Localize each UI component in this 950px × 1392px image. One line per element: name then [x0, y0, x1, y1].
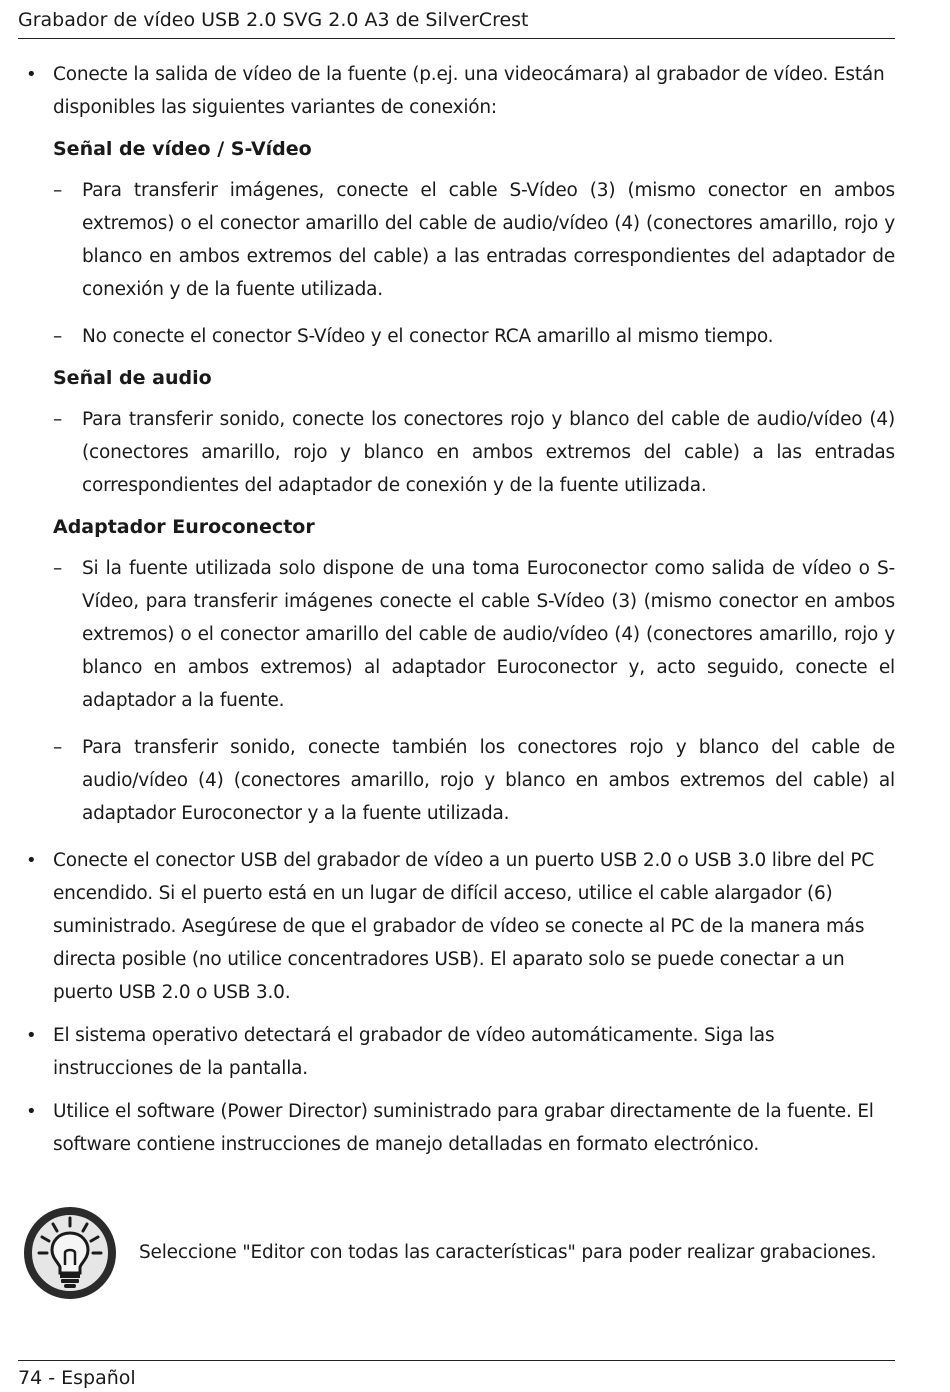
page-number: 74 - Español [18, 1367, 136, 1389]
bullet-marker: • [26, 850, 37, 871]
dash-item [0, 174, 895, 306]
dash-marker: – [53, 326, 63, 347]
tip-box [22, 1205, 902, 1301]
dash-item [0, 731, 895, 830]
page-content [0, 58, 950, 1161]
dash-text: Si la fuente utilizada solo dispone de una toma Euroconector como salida de vídeo o S-Vídeo, para transferir imágenes conecte el cable S-Vídeo (3) (mismo conector en ambos extremos) o el conector amarillo del cable de audio/vídeo (4) (conectores amarillo, rojo y blanco en ambos extremos) al adaptador Euroconector y, acto seguido, conecte el adaptador a la fuente. [82, 558, 895, 711]
page-footer [18, 1360, 895, 1391]
bullet-text: Conecte la salida de vídeo de la fuente (p.ej. una videocámara) al grabador de vídeo. Están disponibles las siguientes variantes de conexión: [53, 64, 885, 118]
bullet-marker: • [26, 64, 37, 85]
dash-text: No conecte el conector S-Vídeo y el conector RCA amarillo al mismo tiempo. [82, 326, 774, 347]
bullet-item [0, 844, 895, 1009]
tip-text: Seleccione "Editor con todas las características" para poder realizar grabaciones. [139, 1242, 877, 1263]
page-header [18, 6, 895, 39]
lightbulb-icon [22, 1205, 118, 1301]
section-heading: Señal de audio [53, 367, 212, 389]
bullet-text: Conecte el conector USB del grabador de vídeo a un puerto USB 2.0 o USB 3.0 libre del PC encendido. Si el puerto está en un lugar de difícil acceso, utilice el cable alargador (6) suministrado. Asegúrese de que el grabador de vídeo se conecte al PC de la manera más directa posible (no utilice concentradores USB). El aparato solo se puede conectar a un puerto USB 2.0 o USB 3.0. [53, 850, 875, 1003]
document-title: Grabador de vídeo USB 2.0 SVG 2.0 A3 de SilverCrest [18, 9, 529, 31]
dash-marker: – [53, 409, 63, 430]
dash-item [0, 320, 895, 353]
dash-text: Para transferir sonido, conecte los conectores rojo y blanco del cable de audio/vídeo (4) (conectores amarillo, rojo y blanco en ambos extremos del cable) a las entradas correspondientes del adaptador de conexión y de la fuente utilizada. [82, 409, 895, 496]
bullet-marker: • [26, 1025, 37, 1046]
bullet-item [0, 1019, 895, 1085]
dash-marker: – [53, 558, 63, 579]
bullet-item [0, 58, 895, 124]
dash-text: Para transferir imágenes, conecte el cable S-Vídeo (3) (mismo conector en ambos extremos) o el conector amarillo del cable de audio/vídeo (4) (conectores amarillo, rojo y blanco en ambos extremos del cable) a las entradas correspondientes del adaptador de conexión y de la fuente utilizada. [82, 180, 895, 300]
bullet-marker: • [26, 1101, 37, 1122]
dash-marker: – [53, 180, 63, 201]
dash-item [0, 403, 895, 502]
section-heading: Adaptador Euroconector [53, 516, 315, 538]
dash-marker: – [53, 737, 63, 758]
bullet-text: Utilice el software (Power Director) suministrado para grabar directamente de la fuente. El software contiene instrucciones de manejo detalladas en formato electrónico. [53, 1101, 874, 1155]
dash-item [0, 552, 895, 717]
bullet-text: El sistema operativo detectará el grabador de vídeo automáticamente. Siga las instrucciones de la pantalla. [53, 1025, 775, 1079]
bullet-item [0, 1095, 895, 1161]
section-heading: Señal de vídeo / S-Vídeo [53, 138, 312, 160]
dash-text: Para transferir sonido, conecte también los conectores rojo y blanco del cable de audio/vídeo (4) (conectores amarillo, rojo y blanco en ambos extremos del cable) al adaptador Euroconector y a la fuente utilizada. [82, 737, 895, 824]
